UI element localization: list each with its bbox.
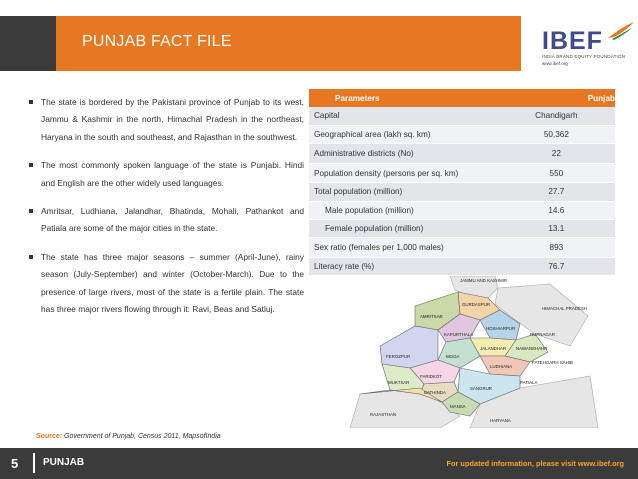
- param-cell: Capital: [309, 107, 498, 125]
- value-cell: 27.7: [498, 183, 615, 201]
- map-label-haryana: HARYANA: [490, 418, 511, 423]
- punjab-district-map: [320, 276, 600, 428]
- table-row: [309, 257, 615, 275]
- table-row: [309, 183, 615, 201]
- bird-logo-icon: [606, 20, 636, 42]
- value-cell: Chandigarh: [498, 107, 615, 125]
- value-cell: 50,362: [498, 125, 615, 143]
- param-cell: Geographical area (lakh sq. km): [309, 125, 498, 143]
- table-row: [309, 144, 615, 164]
- map-label-jammu-kashmir: JAMMU AND KASHMIR: [460, 278, 508, 283]
- map-label-patiala: PATIALA: [520, 380, 538, 385]
- value-cell: 14.6: [498, 201, 615, 219]
- param-cell: Female population (million): [309, 220, 498, 238]
- map-label-himachal-pradesh: HIMACHAL PRADESH: [542, 306, 587, 311]
- map-label-muktsar: MUKTSAR: [388, 380, 410, 385]
- map-label-rupnagar: RUPNAGAR: [530, 332, 555, 337]
- map-label-moga: MOGA: [446, 354, 460, 359]
- map-label-gurdaspur: GURDASPUR: [462, 302, 491, 307]
- value-cell: 550: [498, 163, 615, 183]
- map-label-kapurthala: KAPURTHALA: [444, 332, 474, 337]
- table-row: [309, 125, 615, 143]
- table-row: [309, 163, 615, 183]
- footer-label: PUNJAB: [43, 457, 85, 468]
- header-accent-block: [0, 16, 56, 71]
- map-label-fatehgarh-sahib: FATEHGARH SAHIB: [532, 360, 573, 365]
- value-cell: 76.7: [498, 257, 615, 275]
- map-label-ludhiana: LUDHIANA: [490, 364, 513, 369]
- map-label-bathinda: BATHINDA: [424, 390, 446, 395]
- value-cell: 13.1: [498, 220, 615, 238]
- map-label-ferozpur: FEROZPUR: [386, 354, 411, 359]
- logo-tagline: INDIA BRAND EQUITY FOUNDATION: [542, 54, 626, 59]
- bullet-item: The most commonly spoken language of the state is Punjabi. Hindi and English are the other widely used languages.: [28, 157, 304, 192]
- footer-website-link[interactable]: For updated information, please visit www.ibef.org: [446, 459, 624, 468]
- bullet-item: The state has three major seasons – summer (April-June), rainy season (July-September) and winter (October-March). Due to the presence of large rivers, most of the state is a fertile plain. The state has three major rivers flowing through it: Ravi, Beas and Satluj.: [28, 249, 304, 319]
- header-punjab: Punjab: [498, 89, 615, 107]
- map-label-jalandhar: JALANDHAR: [480, 346, 507, 351]
- map-label-faridkot: FARIDKOT: [420, 374, 442, 379]
- source-label: Source:: [36, 433, 63, 440]
- map-label-hoshiarpur: HOSHIARPUR: [486, 326, 516, 331]
- param-cell: Population density (persons per sq. km): [309, 163, 498, 183]
- footer-divider: [33, 453, 35, 473]
- bullet-item: Amritsar, Ludhiana, Jalandhar, Bhatinda, Mohali, Pathankot and Patiala are some of the major cities in the state.: [28, 203, 304, 238]
- param-cell: Literacy rate (%): [309, 257, 498, 275]
- bullet-item: The state is bordered by the Pakistani province of Punjab to its west, Jammu & Kashmir in the north, Himachal Pradesh in the northeast, Haryana in the south and southeast, and Rajasthan in the southwest.: [28, 94, 304, 146]
- source-text: Government of Punjab, Census 2011, MapsofIndia: [64, 433, 221, 440]
- table-row: [309, 238, 615, 258]
- header-parameters: Parameters: [309, 89, 498, 107]
- map-label-nawanshahr: NAWANSHAHR: [516, 346, 548, 351]
- page-number: 5: [11, 456, 19, 471]
- param-cell: Total population (million): [309, 183, 498, 201]
- map-label-sangrur: SANGRUR: [470, 386, 492, 391]
- table-row: [309, 220, 615, 238]
- logo-url: www.ibef.org: [542, 61, 568, 66]
- table-header-row: [309, 89, 615, 107]
- map-label-rajasthan: RAJASTHAN: [370, 412, 397, 417]
- ibef-logo[interactable]: [542, 22, 634, 70]
- logo-name: IBEF: [542, 27, 603, 55]
- page-title: PUNJAB FACT FILE: [82, 33, 232, 50]
- param-cell: Sex ratio (females per 1,000 males): [309, 238, 498, 258]
- source-note: [36, 433, 221, 440]
- map-label-amritsar: AMRITSAR: [420, 314, 443, 319]
- param-cell: Male population (million): [309, 201, 498, 219]
- value-cell: 22: [498, 144, 615, 164]
- header-bar: [0, 16, 521, 71]
- fact-bullet-list: [28, 94, 304, 329]
- table-row: [309, 107, 615, 125]
- param-cell: Administrative districts (No): [309, 144, 498, 164]
- fact-table: [309, 89, 615, 276]
- map-label-mansa: MANSA: [450, 404, 466, 409]
- table-row: [309, 201, 615, 219]
- value-cell: 893: [498, 238, 615, 258]
